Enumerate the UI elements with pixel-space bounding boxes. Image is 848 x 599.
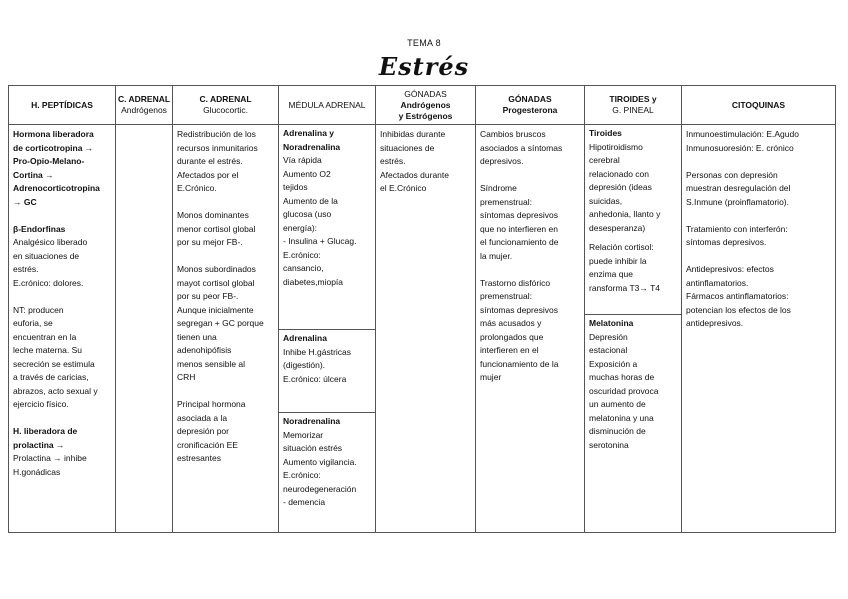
header-gonadas-progesterona: GÓNADAS Progesterona [476,86,585,125]
block-tiroides: Tiroides Hipotiroidismo cerebral relacionado con depresión (ideas suicidas, anhedonia, llanto y desesperanza) Relación cortisol: puede inhibir la enzima que ransforma T3→ T4 [589,128,661,293]
block-adrenalina: Adrenalina Inhibe H.gástricas (digestión). E.crónico: úlcera [279,329,375,412]
content-row [9,125,836,533]
cell-tiroides [585,125,682,533]
cell-citoquinas: Inmunoestimulación: E.Agudo Inmunosuoresión: E. crónico Personas con depresión muestran desregulación del S.Inmune (proinflamatorio). Tratamiento con interferón: síntomas depresivos. Antidepresivos: efectos antinflamatorios. Fármacos antinflamatorios: potencian los efectos de los antidepresivos. [682,125,836,533]
header-medula-adrenal: MÉDULA ADRENAL [279,86,376,125]
tema-label: TEMA 8 [407,38,441,48]
cell-c-adrenal-glucocortic: Redistribución de los recursos inmunitarios durante el estrés. Afectados por el E.Crónico. Monos dominantes menor cortisol global por su mejor FB-. Monos subordinados mayot cortisol global por su peor FB-. Aunque inicialmente segregan + GC porque tienen una adenohipófisis menos sensible al CRH Principal hormona asociada a la depresión por cronificación EE estresantes [173,125,279,533]
cell-medula-adrenal [279,125,376,533]
cell-h-peptidicas: Hormona liberadora de corticotropina → Pro-Opio-Melano- Cortina → Adrenocorticotropina → GC β-Endorfinas Analgésico liberado en situaciones de estrés. E.crónico: dolores. NT: producen euforia, se encuentran en la leche materna. Su secreción se estimula a través de caricias, abrazos, acto sexual y ejercicio físico. H. liberadora de prolactina → Prolactina → inhibe H.gonádicas [9,125,116,533]
block-melatonina: Melatonina Depresión estacional Exposición a muchas horas de oscuridad provoca un aumento de melatonina y una disminución de serotonina [585,314,681,454]
header-h-peptidicas: H. PEPTÍDICAS [9,86,116,125]
header-c-adrenal-androgenos: C. ADRENAL Andrógenos [116,86,173,125]
block-noradrenalina: Noradrenalina Memorizar situación estrés Aumento vigilancia. E.crónico: neurodegeneración - demencia [279,412,375,512]
header-citoquinas: CITOQUINAS [682,86,836,125]
header-c-adrenal-glucocortic: C. ADRENAL Glucocortic. [173,86,279,125]
cell-c-adrenal-androgenos [116,125,173,533]
cell-gonadas-progesterona: Cambios bruscos asociados a síntomas depresivos. Síndrome premenstrual: síntomas depresivos que no interfieren en el funcionamiento de la mujer. Trastorno disfórico premenstrual: síntomas depresivos más acusados y prolongados que interfieren en el funcionamiento de la mujer [476,125,585,533]
summary-table [8,85,836,533]
header-row [9,86,836,125]
block-adrenalina-noradrenalina: Adrenalina y Noradrenalina Vía rápida Aumento O2 tejidos Aumento de la glucosa (uso energía): - Insulina + Glucag. E.crónico: cansancio, diabetes,miopía [283,128,357,287]
page-title: Estrés [378,52,470,81]
header-gonadas-androgenos: GÓNADAS Andrógenos y Estrógenos [376,86,476,125]
header-tiroides: TIROIDES y G. PINEAL [585,86,682,125]
cell-gonadas-androgenos: Inhibidas durante situaciones de estrés. Afectados durante el E.Crónico [376,125,476,533]
